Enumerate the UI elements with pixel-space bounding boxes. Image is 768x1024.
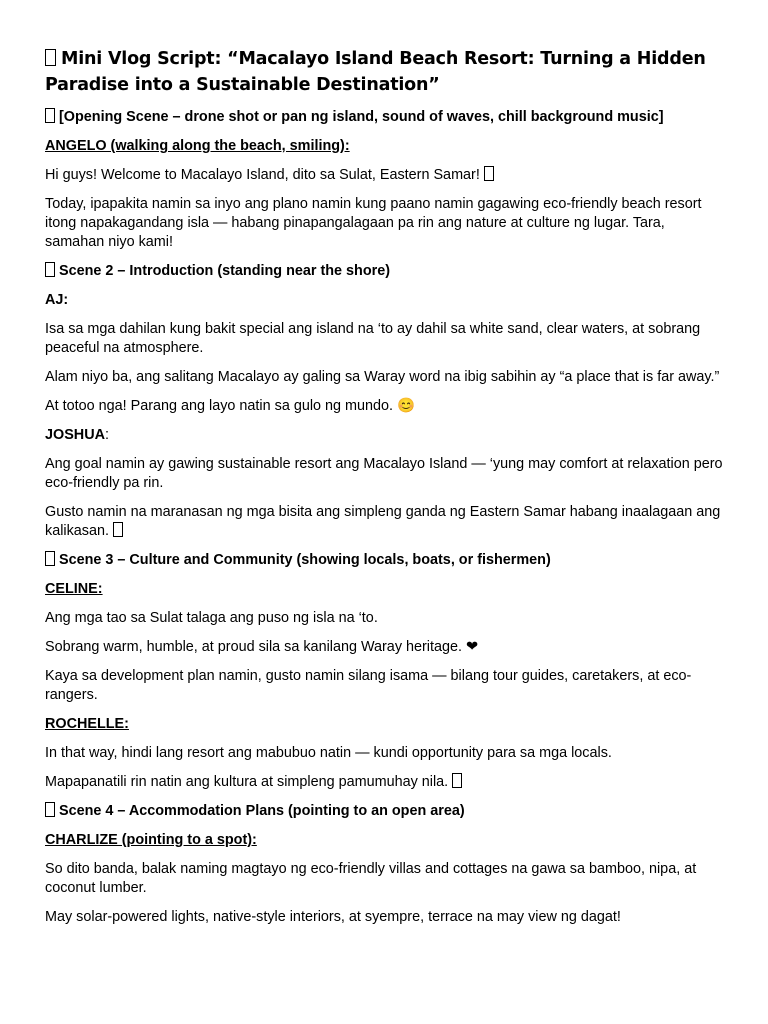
scene-heading-3: Scene 3 – Culture and Community (showing locals, boats, or fishermen) (45, 551, 724, 570)
dialogue-line: Gusto namin na maranasan ng mga bisita ang simpleng ganda ng Eastern Samar habang inaalagaan ang kalikasan. (45, 504, 721, 539)
scene-heading-4: Scene 4 – Accommodation Plans (pointing to an open area) (45, 802, 724, 821)
dialogue-line: Sobrang warm, humble, at proud sila sa kanilang Waray heritage. ❤ (45, 639, 479, 655)
dialogue-line: Isa sa mga dahilan kung bakit special ang island na ‘to ay dahil sa white sand, clear waters, at sobrang peaceful na atmosphere. (45, 321, 701, 356)
speaker-joshua: JOSHUA: (45, 427, 109, 443)
dialogue-line: Ang mga tao sa Sulat talaga ang puso ng isla na ‘to. (45, 610, 378, 626)
dialogue-line: Mapapanatili rin natin ang kultura at simpleng pamumuhay nila. (45, 773, 724, 792)
dialogue-line: So dito banda, balak naming magtayo ng eco-friendly villas and cottages na gawa sa bamboo, nipa, at coconut lumber. (45, 861, 697, 896)
missing-glyph-icon (45, 108, 55, 123)
speaker-celine: CELINE: (45, 581, 103, 597)
missing-glyph-icon (45, 802, 55, 817)
speaker-charlize: CHARLIZE (pointing to a spot): (45, 832, 257, 848)
scene-heading-opening: [Opening Scene – drone shot or pan ng island, sound of waves, chill background music] (45, 108, 724, 127)
dialogue-line: Kaya sa development plan namin, gusto namin silang isama — bilang tour guides, caretakers, at eco-rangers. (45, 668, 692, 703)
missing-glyph-icon (113, 522, 123, 537)
scene-heading-2: Scene 2 – Introduction (standing near the shore) (45, 262, 724, 281)
title-text: Mini Vlog Script: “Macalayo Island Beach Resort: Turning a Hidden Paradise into a Sustainable Destination” (45, 49, 706, 95)
missing-glyph-icon (45, 262, 55, 277)
dialogue-line: At totoo nga! Parang ang layo natin sa gulo ng mundo. 😊 (45, 398, 415, 414)
dialogue-line: Ang goal namin ay gawing sustainable resort ang Macalayo Island — ‘yung may comfort at relaxation pero eco-friendly pa rin. (45, 456, 723, 491)
speaker-angelo: ANGELO (walking along the beach, smiling): (45, 138, 350, 154)
dialogue-line: Alam niyo ba, ang salitang Macalayo ay galing sa Waray word na ibig sabihin ay “a place that is far away.” (45, 369, 720, 385)
speaker-rochelle: ROCHELLE: (45, 716, 129, 732)
missing-glyph-icon (452, 773, 462, 788)
page-title (45, 46, 724, 98)
dialogue-line: Today, ipapakita namin sa inyo ang plano namin kung paano namin gagawing eco-friendly beach resort itong napakagandang isla — habang pinapangalagaan pa rin ang nature at culture ng lugar. Tara, samahan niyo kami! (45, 196, 702, 250)
dialogue-line: Hi guys! Welcome to Macalayo Island, dito sa Sulat, Eastern Samar! (45, 166, 724, 185)
missing-glyph-icon (484, 166, 494, 181)
dialogue-line: May solar-powered lights, native-style interiors, at syempre, terrace na may view ng dagat! (45, 909, 621, 925)
speaker-aj: AJ: (45, 292, 69, 308)
missing-glyph-icon (45, 551, 55, 566)
dialogue-line: In that way, hindi lang resort ang mabubuo natin — kundi opportunity para sa mga locals. (45, 745, 612, 761)
missing-glyph-icon (45, 49, 56, 66)
